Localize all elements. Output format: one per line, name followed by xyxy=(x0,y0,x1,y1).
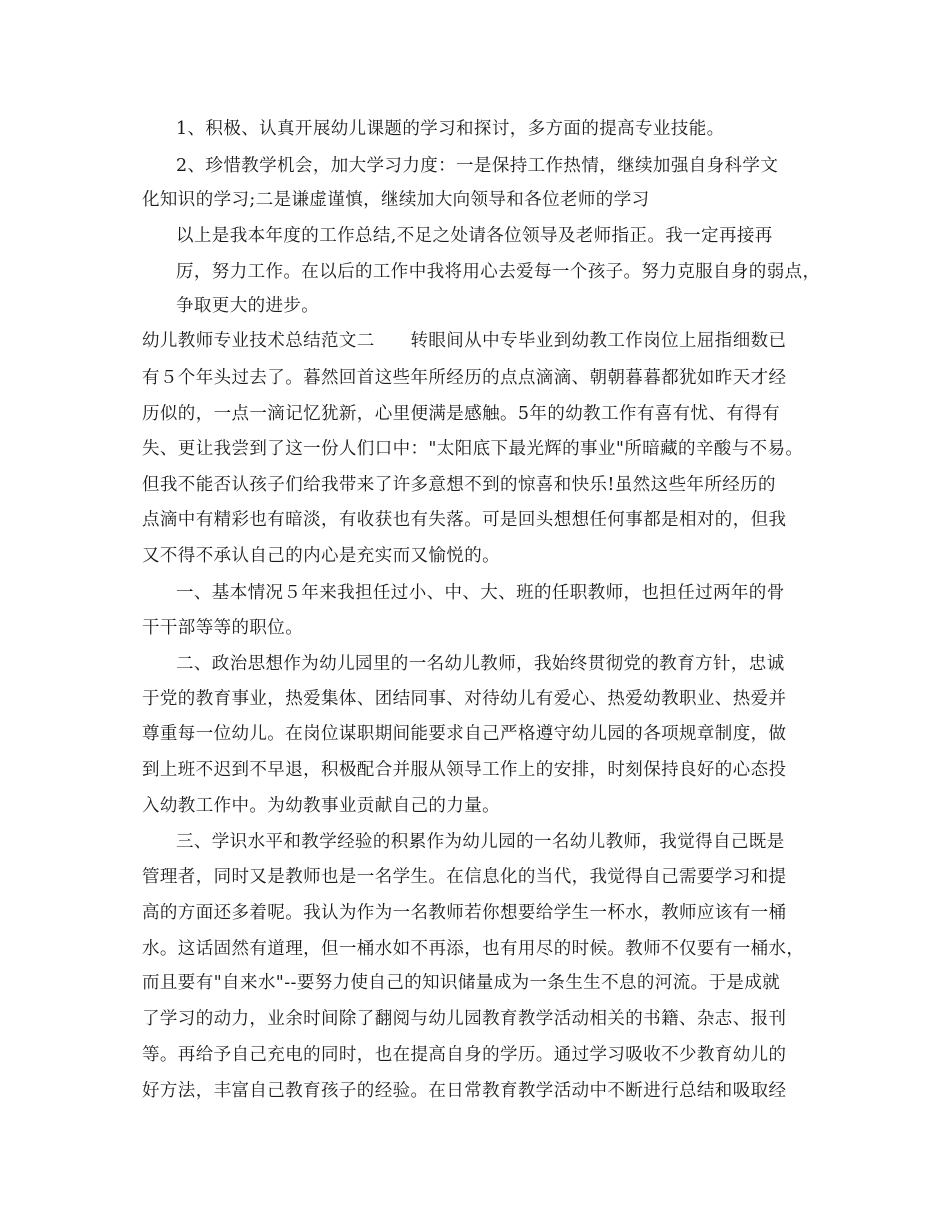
text-line: 干干部等等的职位。 xyxy=(142,618,304,638)
text-line: 高的方面还多着呢。我认为作为一名教师若你想要给学生一杯水，教师应该有一桶 xyxy=(142,903,787,923)
text-line: 化知识的学习;二是谦虚谨慎，继续加大向领导和各位老师的学习 xyxy=(142,190,650,210)
text-line: 又不得不承认自己的内心是充实而又愉悦的。 xyxy=(142,546,500,566)
text-line: 三、学识水平和教学经验的积累作为幼儿园的一名幼儿教师，我觉得自己既是 xyxy=(176,832,785,852)
text-line: 争取更大的进步。 xyxy=(176,296,320,316)
text-line: 厉，努力工作。在以后的工作中我将用心去爱每一个孩子。努力克服自身的弱点， xyxy=(176,262,821,282)
text-line: 管理者，同时又是教师也是一名学生。在信息化的当代，我觉得自己需要学习和提 xyxy=(142,867,787,887)
text-line: 尊重每一位幼儿。在岗位谋职期间能要求自己严格遵守幼儿园的各项规章制度，做 xyxy=(142,724,787,744)
text-line: 但我不能否认孩子们给我带来了许多意想不到的惊喜和快乐!虽然这些年所经历的 xyxy=(142,475,776,495)
text-line: 于党的教育事业，热爱集体、团结同事、对待幼儿有爱心、热爱幼教职业、热爱并 xyxy=(142,689,787,709)
text-line: 等。再给予自己充电的同时，也在提高自身的学历。通过学习吸收不少教育幼儿的 xyxy=(142,1045,787,1065)
text-line: 了学习的动力，业余时间除了翻阅与幼儿园教育教学活动相关的书籍、杂志、报刊 xyxy=(142,1009,787,1029)
text-line: 以上是我本年度的工作总结,不足之处请各位领导及老师指正。我一定再接再 xyxy=(176,226,773,246)
text-line: 失、更让我尝到了这一份人们口中："太阳底下最光辉的事业"所暗藏的辛酸与不易。 xyxy=(142,439,804,459)
document-page xyxy=(142,0,832,1230)
text-line: 2、珍惜教学机会，加大学习力度：一是保持工作热情，继续加强自身科学文 xyxy=(176,156,779,176)
text-line: 入幼教工作中。为幼教事业贡献自己的力量。 xyxy=(142,796,500,816)
text-line: 二、政治思想作为幼儿园里的一名幼儿教师，我始终贯彻党的教育方针，忠诚 xyxy=(176,654,785,674)
text-line: 好方法，丰富自己教育孩子的经验。在日常教育教学活动中不断进行总结和吸取经 xyxy=(142,1081,787,1101)
text-line: 历似的，一点一滴记忆犹新，心里便满是感触。5年的幼教工作有喜有忧、有得有 xyxy=(142,404,781,424)
text-line: 一、基本情况５年来我担任过小、中、大、班的任职教师，也担任过两年的骨 xyxy=(176,583,785,603)
text-line: 有５个年头过去了。暮然回首这些年所经历的点点滴滴、朝朝暮暮都犹如昨天才经 xyxy=(142,368,787,388)
text-line: 点滴中有精彩也有暗淡，有收获也有失落。可是回头想想任何事都是相对的，但我 xyxy=(142,510,787,530)
text-line: 而且要有"自来水"--要努力使自己的知识储量成为一条生生不息的河流。于是成就 xyxy=(142,973,781,993)
section-heading-line: 幼儿教师专业技术总结范文二 转眼间从中专毕业到幼教工作岗位上屈指细数已 xyxy=(142,331,787,351)
text-line: 到上班不迟到不早退，积极配合并服从领导工作上的安排，时刻保持良好的心态投 xyxy=(142,760,787,780)
text-line: 1、积极、认真开展幼儿课题的学习和探讨，多方面的提高专业技能。 xyxy=(176,119,725,139)
text-line: 水。这话固然有道理，但一桶水如不再添，也有用尽的时候。教师不仅要有一桶水， xyxy=(142,939,805,959)
